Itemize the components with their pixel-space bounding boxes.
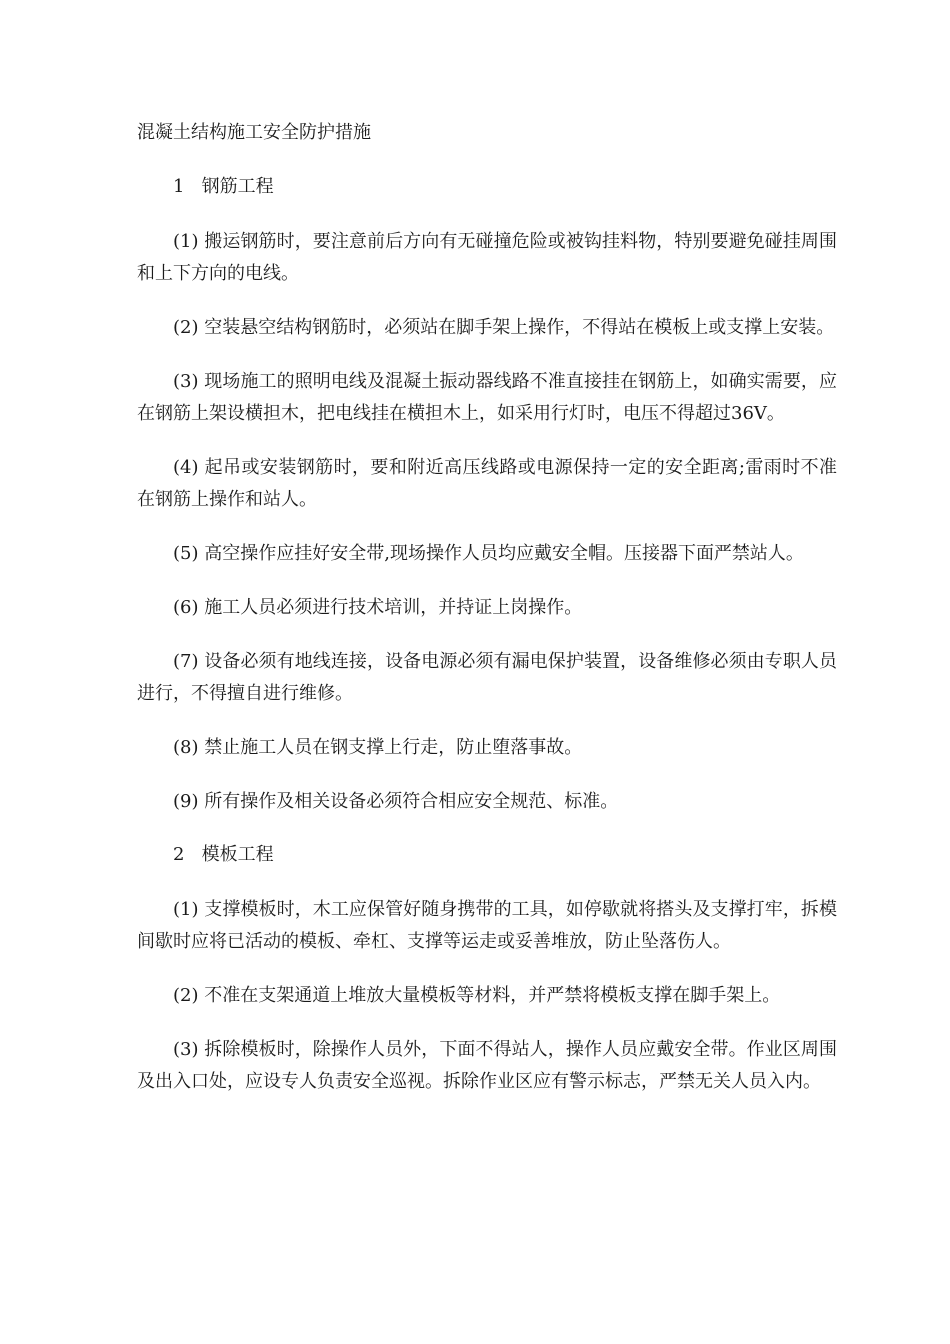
paragraph: (3) 现场施工的照明电线及混凝土振动器线路不准直接挂在钢筋上，如确实需要，应在钢筋上架设横担木，把电线挂在横担木上，如采用行灯时，电压不得超过36V。: [137, 371, 837, 424]
paragraph: (5) 高空操作应挂好安全带,现场操作人员均应戴安全帽。压接器下面严禁站人。: [173, 543, 804, 564]
paragraph: (9) 所有操作及相关设备必须符合相应安全规范、标准。: [173, 791, 619, 812]
paragraph: (3) 拆除模板时，除操作人员外，下面不得站人，操作人员应戴安全带。作业区周围及出入口处，应设专人负责安全巡视。拆除作业区应有警示标志，严禁无关人员入内。: [137, 1039, 837, 1092]
paragraph: (1) 搬运钢筋时，要注意前后方向有无碰撞危险或被钩挂料物，特别要避免碰挂周围和上下方向的电线。: [137, 231, 837, 284]
paragraph: (2) 不准在支架通道上堆放大量模板等材料，并严禁将模板支撑在脚手架上。: [173, 985, 781, 1006]
paragraph: (6) 施工人员必须进行技术培训，并持证上岗操作。: [173, 597, 583, 618]
paragraph: (1) 支撑模板时，木工应保管好随身携带的工具，如停歇就将搭头及支撑打牢，拆模间歇时应将已活动的模板、牵杠、支撑等运走或妥善堆放，防止坠落伤人。: [137, 899, 837, 952]
section-heading-formwork: 2 模板工程: [173, 844, 274, 865]
paragraph: (2) 空装悬空结构钢筋时，必须站在脚手架上操作，不得站在模板上或支撑上安装。: [173, 317, 835, 338]
section-heading-steel: 1 钢筋工程: [173, 176, 274, 197]
paragraph: (4) 起吊或安装钢筋时，要和附近高压线路或电源保持一定的安全距离;雷雨时不准在钢筋上操作和站人。: [137, 457, 837, 510]
paragraph: (8) 禁止施工人员在钢支撑上行走，防止堕落事故。: [173, 737, 583, 758]
document-title: 混凝土结构施工安全防护措施: [137, 122, 371, 143]
document-page: [137, 118, 837, 1120]
paragraph: (7) 设备必须有地线连接，设备电源必须有漏电保护装置，设备维修必须由专职人员进行，不得擅自进行维修。: [137, 651, 837, 704]
